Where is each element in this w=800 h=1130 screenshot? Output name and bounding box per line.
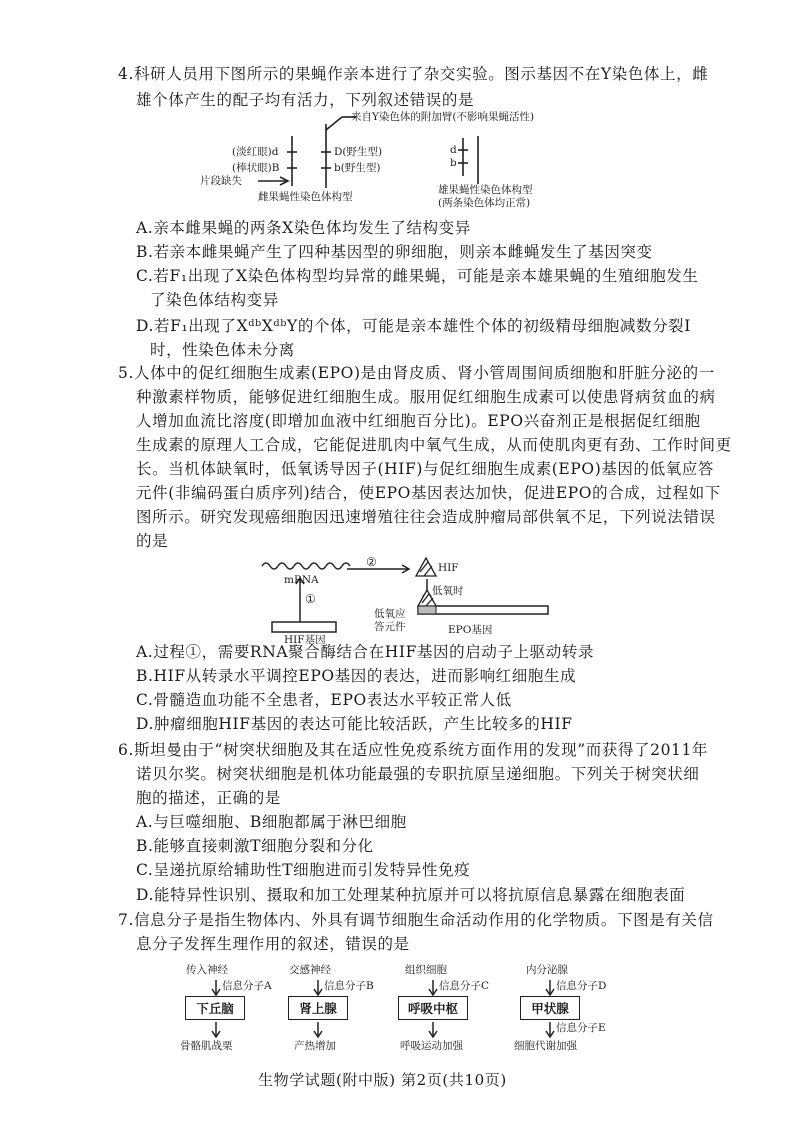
q5-stem-line1: 5.人体中的促红细胞生成素(EPO)是由肾皮质、肾小管周围间质细胞和肝脏分泌的一	[118, 364, 715, 382]
q5-stem-line4: 生成素的原理人工合成，它能促进肌肉中氧气生成，从而使肌肉更有劲、工作时间更	[136, 436, 732, 454]
q7-source-3: 组织细胞	[405, 964, 447, 976]
q7-effect-1: 骨骼肌战栗	[180, 1040, 233, 1052]
q7-signal-b: 信息分子B	[324, 980, 374, 992]
q5-fig-step1: ①	[305, 592, 316, 606]
q4-option-b: B.若亲本雌果蝇产生了四种基因型的卵细胞，则亲本雌蝇发生了基因突变	[136, 243, 653, 261]
q7-signal-e: 信息分子E	[556, 1022, 606, 1034]
q6-option-b: B.能够直接刺激T细胞分裂和分化	[136, 837, 374, 855]
q7-effect-3: 呼吸运动加强	[400, 1040, 463, 1052]
q5-fig-hif: HIF	[438, 562, 459, 574]
q7-effect-4: 细胞代谢加强	[514, 1040, 577, 1052]
q5-fig-response-1: 低氧应	[374, 608, 406, 620]
q7-stem-line1: 7.信息分子是指生物体内、外具有调节细胞生命活动作用的化学物质。下图是有关信	[118, 911, 714, 929]
q4-fig-male-d: d	[450, 144, 457, 156]
q7-target-4: 甲状腺	[520, 996, 580, 1020]
q4-male-chromosomes	[458, 136, 478, 184]
q4-fig-wild-b: b(野生型)	[334, 162, 381, 174]
q5-option-c: C.骨髓造血功能不全患者，EPO表达水平较正常人低	[136, 691, 512, 709]
q7-stem-line2: 息分子发挥生理作用的叙述，错误的是	[136, 935, 410, 953]
q4-fig-female-type: 雌果蝇性染色体构型	[258, 191, 353, 203]
q7-source-4: 内分泌腺	[526, 964, 568, 976]
q4-option-c-line1: C.若F₁出现了X染色体构型均异常的雌果蝇，可能是亲本雄果蝇的生殖细胞发生	[136, 267, 699, 285]
q4-option-d-line2: 时，性染色体未分离	[150, 341, 295, 359]
q5-stem-line3: 人增加血流比溶度(即增加血液中红细胞百分比)。EPO兴奋剂正是根据促红细胞	[136, 412, 701, 430]
q4-fig-male-type1: 雄果蝇性染色体构型	[438, 184, 533, 196]
q4-fig-deletion: 片段缺失	[200, 175, 242, 187]
q4-stem-line2: 雄个体产生的配子均有活力，下列叙述错误的是	[136, 91, 475, 109]
q4-stem-line1: 4.科研人员用下图所示的果蝇作亲本进行了杂交实验。图示基因不在Y染色体上，雌	[118, 65, 709, 83]
q4-fig-male-type2: (两条染色体均正常)	[438, 197, 531, 209]
q6-option-c: C.呈递抗原给辅助性T细胞进而引发特异性免疫	[136, 861, 471, 879]
q4-option-c-line2: 了染色体结构变异	[150, 291, 279, 309]
q5-fig-epo-gene: EPO基因	[448, 624, 493, 636]
q5-stem-line7: 图所示。研究发现癌细胞因迅速增殖往往会造成肿瘤局部供氧不足，下列说法错误	[136, 508, 716, 526]
q5-fig-hif-gene: HIF基因	[284, 634, 326, 646]
q4-fig-appendage-label: 来自Y染色体的附加臂(不影响果蝇活性)	[351, 111, 535, 123]
q7-effect-2: 产热增加	[294, 1040, 336, 1052]
hif-triangle-icon	[416, 558, 436, 576]
q7-target-1: 下丘脑	[185, 996, 245, 1020]
q7-target-3: 呼吸中枢	[398, 996, 468, 1020]
q5-stem-line5: 长。当机体缺氧时，低氧诱导因子(HIF)与促红细胞生成素(EPO)基因的低氧应答	[136, 460, 715, 478]
q7-signal-a: 信息分子A	[222, 980, 272, 992]
q5-option-b: B.HIF从转录水平调控EPO基因的表达，进而影响红细胞生成	[136, 667, 577, 685]
q5-fig-low-oxygen: 低氧时	[432, 585, 464, 597]
q7-source-1: 传入神经	[186, 964, 228, 976]
q7-signal-d: 信息分子D	[556, 980, 607, 992]
q4-option-d-line1: D.若F₁出现了XᵈᵇXᵈᵇY的个体，可能是亲本雄性个体的初级精母细胞减数分裂Ⅰ	[136, 317, 691, 335]
q6-option-d: D.能特异性识别、摄取和加工处理某种抗原并可以将抗原信息暴露在细胞表面	[136, 886, 686, 904]
q5-stem-line8: 的是	[136, 532, 169, 550]
q4-fig-male-b: b	[450, 157, 457, 169]
q4-fig-wild-D: D(野生型)	[334, 146, 383, 158]
q6-stem-line3: 胞的描述，正确的是	[136, 789, 281, 807]
q5-fig-response-2: 答元件	[374, 621, 406, 633]
q6-option-a: A.与巨噬细胞、B细胞都属于淋巴细胞	[136, 813, 407, 831]
q6-stem-line1: 6.斯坦曼由于“树突状细胞及其在适应性免疫系统方面作用的发现”而获得了2011年	[118, 741, 709, 759]
q5-fig-step2: ②	[366, 555, 377, 569]
q5-option-d: D.肿瘤细胞HIF基因的表达可能比较活跃，产生比较多的HIF	[136, 715, 573, 733]
q4-option-a: A.亲本雌果蝇的两条X染色体均发生了结构变异	[136, 219, 471, 237]
q5-stem-line6: 元件(非编码蛋白质序列)结合，使EPO基因表达加快，促进EPO的合成，过程如下	[136, 484, 721, 502]
q7-source-2: 交感神经	[289, 964, 331, 976]
q7-target-2: 肾上腺	[288, 996, 348, 1020]
page-footer: 生物学试题(附中版) 第2页(共10页)	[258, 1071, 507, 1089]
q5-stem-line2: 种激素样物质，能够促进红细胞生成。服用促红细胞生成素可以使患肾病贫血的病	[136, 388, 716, 406]
q5-fig-mrna: mRNA	[284, 574, 319, 586]
q4-fig-bar-eye: (棒状眼)B	[232, 162, 280, 174]
q4-fig-light-red: (淡红眼)d	[232, 146, 279, 158]
q5-option-a: A.过程①，需要RNA聚合酶结合在HIF基因的启动子上驱动转录	[136, 643, 595, 661]
q6-stem-line2: 诺贝尔奖。树突状细胞是机体功能最强的专职抗原呈递细胞。下列关于树突状细	[136, 765, 700, 783]
q7-signal-c: 信息分子C	[439, 980, 490, 992]
